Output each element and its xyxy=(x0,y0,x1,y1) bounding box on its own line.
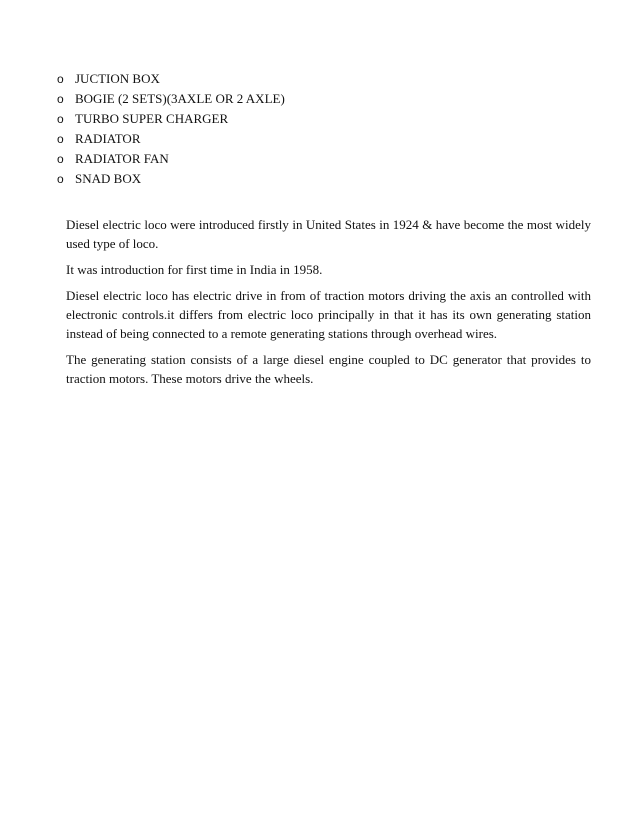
list-item xyxy=(57,89,577,109)
list-item-text: SNAD BOX xyxy=(75,171,142,186)
list-item-text: TURBO SUPER CHARGER xyxy=(75,111,229,126)
bullet-icon: o xyxy=(57,112,64,126)
list-item-text: JUCTION BOX xyxy=(75,71,160,86)
list-item xyxy=(57,169,577,189)
bullet-icon: o xyxy=(57,92,64,106)
paragraph-introduction-india: It was introduction for first time in India in 1958. xyxy=(66,262,323,277)
paragraph-generating-station: The generating station consists of a large diesel engine coupled to DC generator that provides to traction motors. These motors drive the wheels. xyxy=(66,352,591,386)
bullet-icon: o xyxy=(57,132,64,146)
list-item xyxy=(57,129,577,149)
list-item-text: BOGIE (2 SETS)(3AXLE OR 2 AXLE) xyxy=(75,91,285,106)
list-item xyxy=(57,149,577,169)
list-item xyxy=(57,109,577,129)
component-list xyxy=(57,69,577,189)
paragraph-electric-drive: Diesel electric loco has electric drive in from of traction motors driving the axis an controlled with electronic controls.it differs from electric loco principally in that it has its own generating station instead of being connected to a remote generating stations through overhead wires. xyxy=(66,288,591,341)
body-text xyxy=(66,215,591,395)
list-item-text: RADIATOR FAN xyxy=(75,151,169,166)
paragraph-introduction-usa: Diesel electric loco were introduced firstly in United States in 1924 & have become the most widely used type of loco. xyxy=(66,217,591,251)
bullet-icon: o xyxy=(57,172,64,186)
list-item xyxy=(57,69,577,89)
bullet-icon: o xyxy=(57,72,64,86)
list-item-text: RADIATOR xyxy=(75,131,141,146)
bullet-icon: o xyxy=(57,152,64,166)
